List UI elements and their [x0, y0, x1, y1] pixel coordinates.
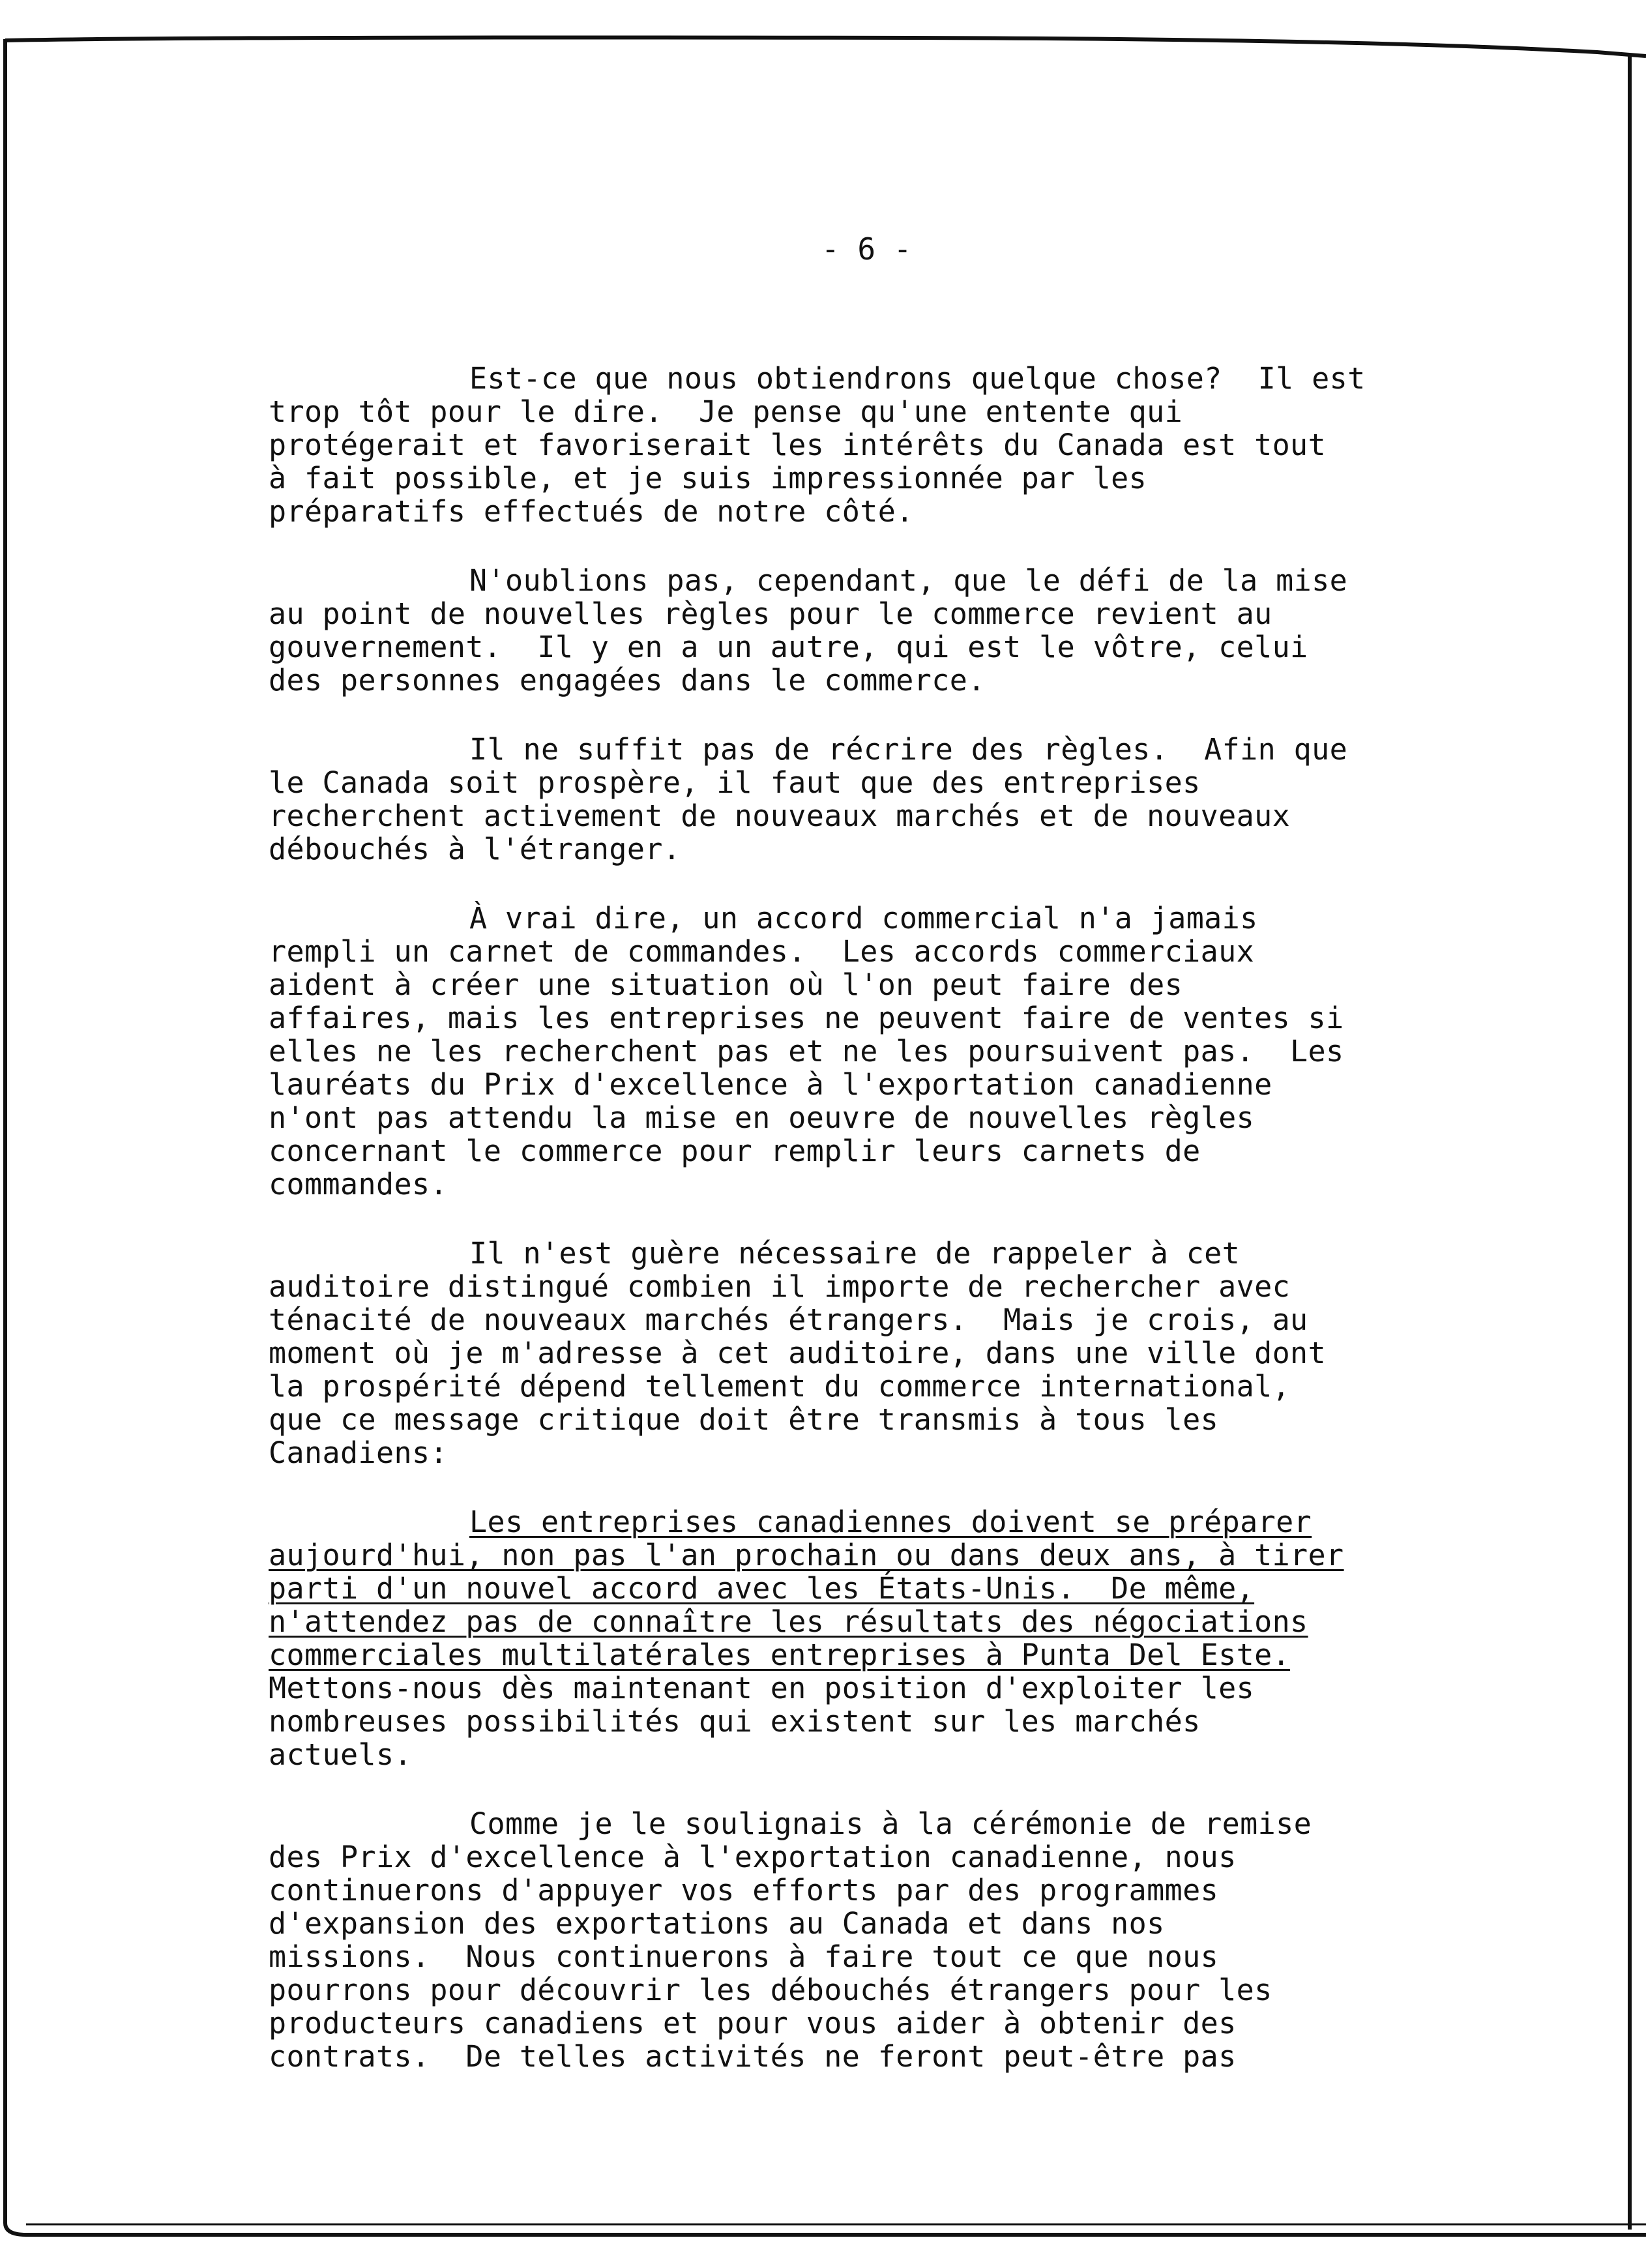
text-line: protégerait et favoriserait les intérêts du Canada est tout	[269, 428, 1327, 462]
text-line: actuels.	[269, 1737, 412, 1772]
text-line: au point de nouvelles règles pour le commerce revient au	[269, 596, 1272, 631]
text-line: des Prix d'excellence à l'exportation canadienne, nous	[269, 1840, 1237, 1874]
text-line: lauréats du Prix d'excellence à l'exportation canadienne	[269, 1067, 1272, 1102]
text-line: nombreuses possibilités qui existent sur les marchés	[269, 1704, 1201, 1739]
paragraph	[269, 1237, 1494, 1469]
page-number: - 6 -	[821, 231, 912, 267]
text-line: n'ont pas attendu la mise en oeuvre de nouvelles règles	[269, 1100, 1255, 1135]
paragraph	[269, 733, 1494, 866]
text-line: aident à créer une situation où l'on peut faire des	[269, 967, 1183, 1002]
text-line: Mettons-nous dès maintenant en position d'exploiter les	[269, 1671, 1255, 1705]
text-line: contrats. De telles activités ne feront peut-être pas	[269, 2039, 1237, 2074]
text-line: recherchent activement de nouveaux marchés et de nouveaux	[269, 799, 1291, 833]
text-line: le Canada soit prospère, il faut que des entreprises	[269, 765, 1201, 800]
text-line: moment où je m'adresse à cet auditoire, dans une ville dont	[269, 1336, 1327, 1370]
underlined-text-line: parti d'un nouvel accord avec les États-Unis. De même,	[269, 1571, 1255, 1606]
text-line: à fait possible, et je suis impressionnée par les	[269, 461, 1147, 495]
text-line: que ce message critique doit être transmis à tous les	[269, 1402, 1219, 1437]
text-line: producteurs canadiens et pour vous aider à obtenir des	[269, 2006, 1237, 2040]
text-line: concernant le commerce pour remplir leurs carnets de	[269, 1134, 1201, 1168]
text-line: Il ne suffit pas de récrire des règles. Afin que	[469, 732, 1348, 767]
text-line: ténacité de nouveaux marchés étrangers. Mais je crois, au	[269, 1303, 1308, 1337]
text-line: des personnes engagées dans le commerce.	[269, 663, 986, 698]
text-line: pourrons pour découvrir les débouchés étrangers pour les	[269, 1973, 1272, 2007]
underlined-text-line: n'attendez pas de connaître les résultats des négociations	[269, 1604, 1308, 1639]
text-line: d'expansion des exportations au Canada et dans nos	[269, 1906, 1165, 1941]
text-line: rempli un carnet de commandes. Les accords commerciaux	[269, 934, 1255, 969]
paragraph	[269, 564, 1494, 697]
text-line: gouvernement. Il y en a un autre, qui est le vôtre, celui	[269, 630, 1308, 664]
text-line: Est-ce que nous obtiendrons quelque chose? Il est	[469, 361, 1366, 396]
text-line: trop tôt pour le dire. Je pense qu'une entente qui	[269, 394, 1183, 429]
paragraph	[269, 902, 1494, 1201]
text-line: N'oublions pas, cependant, que le défi de la mise	[469, 563, 1348, 598]
text-line: Canadiens:	[269, 1436, 448, 1470]
underlined-paragraph	[269, 1505, 1494, 1771]
text-line: auditoire distingué combien il importe de rechercher avec	[269, 1269, 1291, 1304]
paragraph	[269, 362, 1494, 528]
paragraph	[269, 1807, 1494, 2073]
text-line: Comme je le soulignais à la cérémonie de remise	[469, 1806, 1312, 1841]
text-line: elles ne les recherchent pas et ne les poursuivent pas. Les	[269, 1034, 1344, 1068]
text-line: continuerons d'appuyer vos efforts par des programmes	[269, 1873, 1219, 1907]
document-body	[269, 362, 1494, 2109]
text-line: la prospérité dépend tellement du commerce international,	[269, 1369, 1291, 1404]
text-line: débouchés à l'étranger.	[269, 832, 681, 866]
text-line: À vrai dire, un accord commercial n'a jamais	[469, 901, 1258, 935]
text-line: commandes.	[269, 1167, 448, 1201]
underlined-text-line: Les entreprises canadiennes doivent se préparer	[469, 1505, 1312, 1539]
underlined-text-line: aujourd'hui, non pas l'an prochain ou dans deux ans, à tirer	[269, 1538, 1344, 1572]
text-line: missions. Nous continuerons à faire tout ce que nous	[269, 1939, 1219, 1974]
text-line: Il n'est guère nécessaire de rappeler à cet	[469, 1236, 1241, 1271]
text-line: affaires, mais les entreprises ne peuvent faire de ventes si	[269, 1001, 1344, 1035]
text-line: préparatifs effectués de notre côté.	[269, 494, 914, 529]
underlined-text-line: commerciales multilatérales entreprises à Punta Del Este.	[269, 1638, 1291, 1672]
